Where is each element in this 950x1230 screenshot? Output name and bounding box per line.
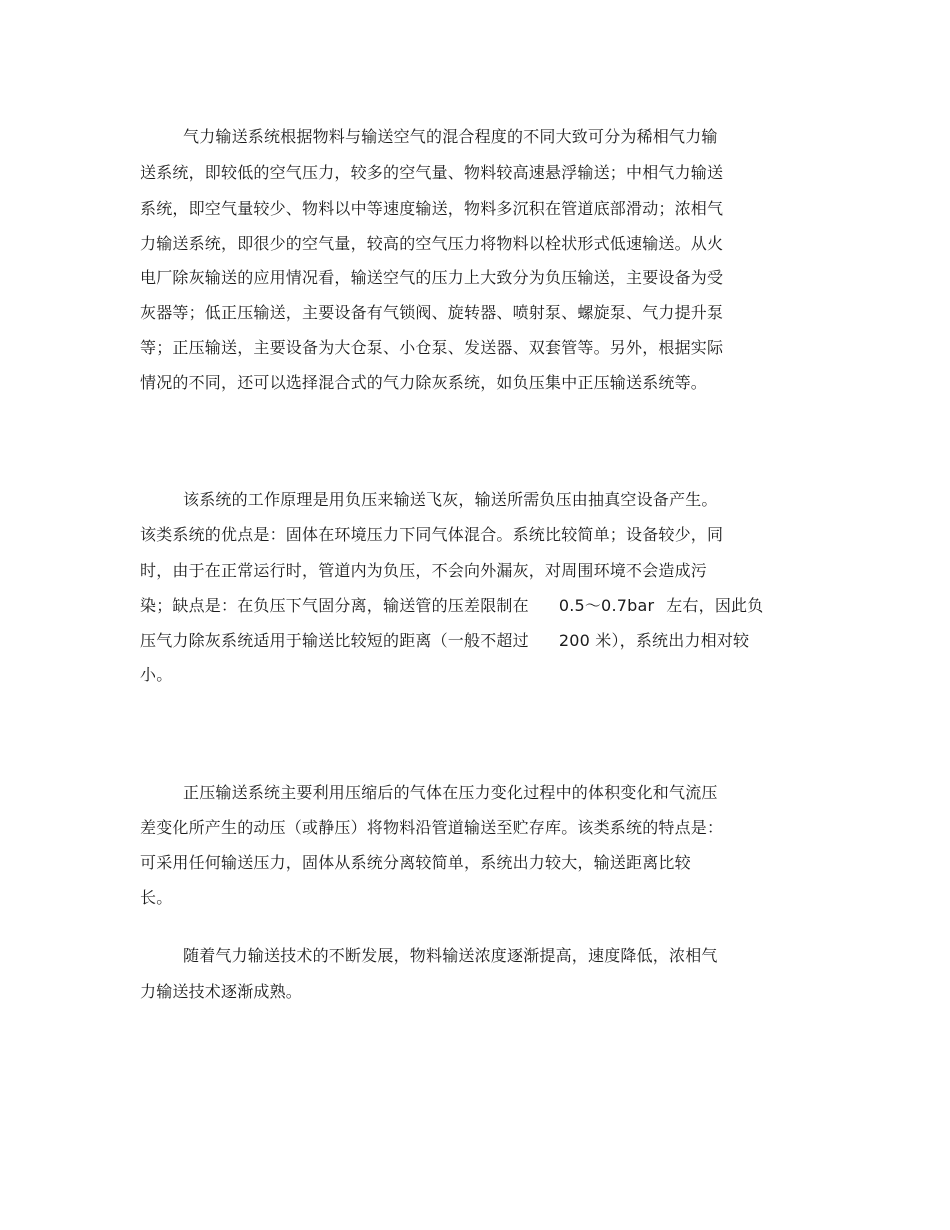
paragraph-3-line-1: 正压输送系统主要利用压缩后的气体在压力变化过程中的体积变化和气流压 — [183, 783, 718, 802]
paragraph-3-line-4: 长。 — [140, 888, 173, 907]
paragraph-1-line-3: 系统，即空气量较少、物料以中等速度输送，物料多沉积在管道底部滑动；浓相气 — [140, 199, 724, 218]
paragraph-2-line-5-text-a: 压气力除灰系统适用于输送比较短的距离（一般不超过 — [140, 631, 529, 650]
paragraph-1-line-4: 力输送系统，即很少的空气量，较高的空气压力将物料以栓状形式低速输送。从火 — [140, 234, 724, 253]
paragraph-2-line-5 — [140, 631, 749, 651]
paragraph-2-line-6: 小。 — [140, 665, 173, 684]
paragraph-1-line-7: 等；正压输送，主要设备为大仓泵、小仓泵、发送器、双套管等。另外，根据实际 — [140, 338, 724, 357]
paragraph-2-line-4 — [140, 596, 763, 616]
paragraph-4-line-2: 力输送技术逐渐成熟。 — [140, 982, 303, 1001]
paragraph-1-line-8: 情况的不同，还可以选择混合式的气力除灰系统，如负压集中正压输送系统等。 — [140, 373, 708, 392]
paragraph-2-line-3: 时，由于在正常运行时，管道内为负压，不会向外漏灰，对周围环境不会造成污 — [140, 561, 708, 580]
paragraph-2-line-1: 该系统的工作原理是用负压来输送飞灰，输送所需负压由抽真空设备产生。 — [183, 490, 718, 509]
paragraph-2-line-5-text-b: 200 米），系统出力相对较 — [558, 631, 750, 650]
paragraph-1-line-6: 灰器等；低正压输送，主要设备有气锁阀、旋转器、喷射泵、螺旋泵、气力提升泵 — [140, 303, 724, 322]
paragraph-4-line-1: 随着气力输送技术的不断发展，物料输送浓度逐渐提高，速度降低，浓相气 — [183, 946, 718, 965]
paragraph-1-line-5: 电厂除灰输送的应用情况看，输送空气的压力上大致分为负压输送，主要设备为受 — [140, 268, 724, 287]
pressure-range-value: 0.5～0.7bar — [558, 596, 655, 615]
paragraph-3-line-2: 差变化所产生的动压（或静压）将物料沿管道输送至贮存库。该类系统的特点是： — [140, 818, 724, 837]
paragraph-3-line-3: 可采用任何输送压力，固体从系统分离较简单，系统出力较大，输送距离比较 — [140, 853, 691, 872]
paragraph-2-line-4-text-b: 左右，因此负 — [666, 596, 764, 615]
paragraph-2-line-2: 该类系统的优点是：固体在环境压力下同气体混合。系统比较简单；设备较少，同 — [140, 525, 724, 544]
paragraph-2-line-4-text-a: 染；缺点是：在负压下气固分离，输送管的压差限制在 — [140, 596, 529, 615]
paragraph-1-line-2: 送系统，即较低的空气压力，较多的空气量、物料较高速悬浮输送；中相气力输送 — [140, 163, 724, 182]
paragraph-1-line-1: 气力输送系统根据物料与输送空气的混合程度的不同大致可分为稀相气力输 — [183, 127, 718, 146]
